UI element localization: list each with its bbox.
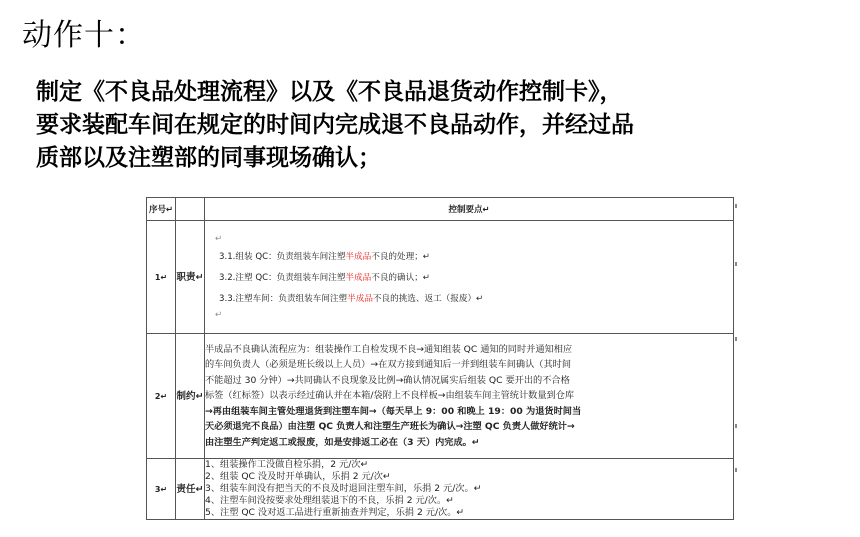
- procedure-cell: [205, 334, 734, 459]
- duty-item: 3.3.注塑车间：负责组装车间注塑半成品不良的挑选、返工（报废）↵: [219, 294, 484, 304]
- duty-item: 3.2.注塑 QC：负责组装车间注塑半成品不良的确认；↵: [219, 273, 430, 283]
- table-row: [147, 334, 734, 459]
- header-empty: [176, 198, 205, 221]
- row-category: 责任↵: [176, 459, 205, 520]
- page-edge-dash: [735, 337, 737, 341]
- penalty-line: 1、组装操作工没做自检乐捐，2 元/次↵: [205, 459, 369, 470]
- paragraph-mark: ↵: [215, 310, 223, 320]
- intro-line: 制定《不良品处理流程》以及《不良品退货动作控制卡》，: [36, 79, 623, 105]
- procedure-line-bold: 天必须退完不良品）由注塑 QC 负责人和注塑生产班长为确认→注塑 QC 负责人做好统计→: [205, 421, 575, 433]
- table-header-row: [147, 198, 734, 221]
- table-row: [147, 459, 734, 520]
- row-number: 2↵: [147, 334, 176, 459]
- penalty-cell: [205, 459, 734, 520]
- intro-paragraph: [36, 76, 836, 175]
- procedure-line: 半成品不良确认流程应为：组装操作工自检发现不良→通知组装 QC 通知的同时并通知相应: [205, 344, 573, 356]
- penalty-line: 5、注塑 QC 没对返工品进行重新抽查并判定，乐捐 2 元/次。↵: [205, 507, 465, 518]
- procedure-line: 的车间负责人（必须是班长级以上人员）→在双方接到通知后一并到组装车间确认（其时间: [205, 359, 572, 371]
- page-edge-dash: [735, 262, 737, 266]
- page-edge-dash: [735, 204, 737, 208]
- procedure-line-bold: 由注塑生产判定返工或报废，如是安排返工必在（3 天）内完成。↵: [205, 436, 480, 448]
- intro-line: 要求装配车间在规定的时间内完成退不良品动作，并经过品: [36, 112, 634, 138]
- page-edge-dash: [735, 424, 737, 428]
- row-category: 制约↵: [176, 334, 205, 459]
- penalty-line: 3、组装车间没有把当天的不良及时退回注塑车间，乐捐 2 元/次。↵: [205, 483, 482, 494]
- control-card-table: [146, 197, 734, 520]
- row-number: 1↵: [147, 221, 176, 334]
- procedure-line: 不能超过 30 分钟）→共同确认不良现象及比例→确认情况属实后组装 QC 要开出的不合格: [205, 374, 570, 386]
- penalty-line: 4、注塑车间没按要求处理组装退下的不良，乐捐 2 元/次。↵: [205, 495, 454, 506]
- procedure-line-bold: →再由组装车间主管处理退货到注塑车间→（每天早上 9：00 和晚上 19：00 为退货时间当: [205, 405, 582, 417]
- paragraph-mark: ↵: [215, 234, 223, 244]
- table-row: [147, 221, 734, 334]
- slide-title: 动作十：: [22, 18, 146, 53]
- penalty-line: 2、组装 QC 没及时开单确认，乐捐 2 元/次↵: [205, 471, 391, 482]
- page-edge-dash: [735, 468, 737, 472]
- header-no: 序号↵: [147, 198, 176, 221]
- row-number: 3↵: [147, 459, 176, 520]
- responsibilities-cell: [205, 221, 734, 334]
- intro-line: 质部以及注塑部的同事现场确认；: [36, 145, 381, 171]
- duty-item: 3.1.组装 QC：负责组装车间注塑半成品不良的处理；↵: [219, 252, 430, 262]
- procedure-line: 标签（红标签）以表示经过确认并在本箱/袋附上不良样板→由组装车间主管统计数量到仓库: [205, 390, 575, 402]
- header-content: 控制要点↵: [205, 198, 734, 221]
- row-category: 职责↵: [176, 221, 205, 334]
